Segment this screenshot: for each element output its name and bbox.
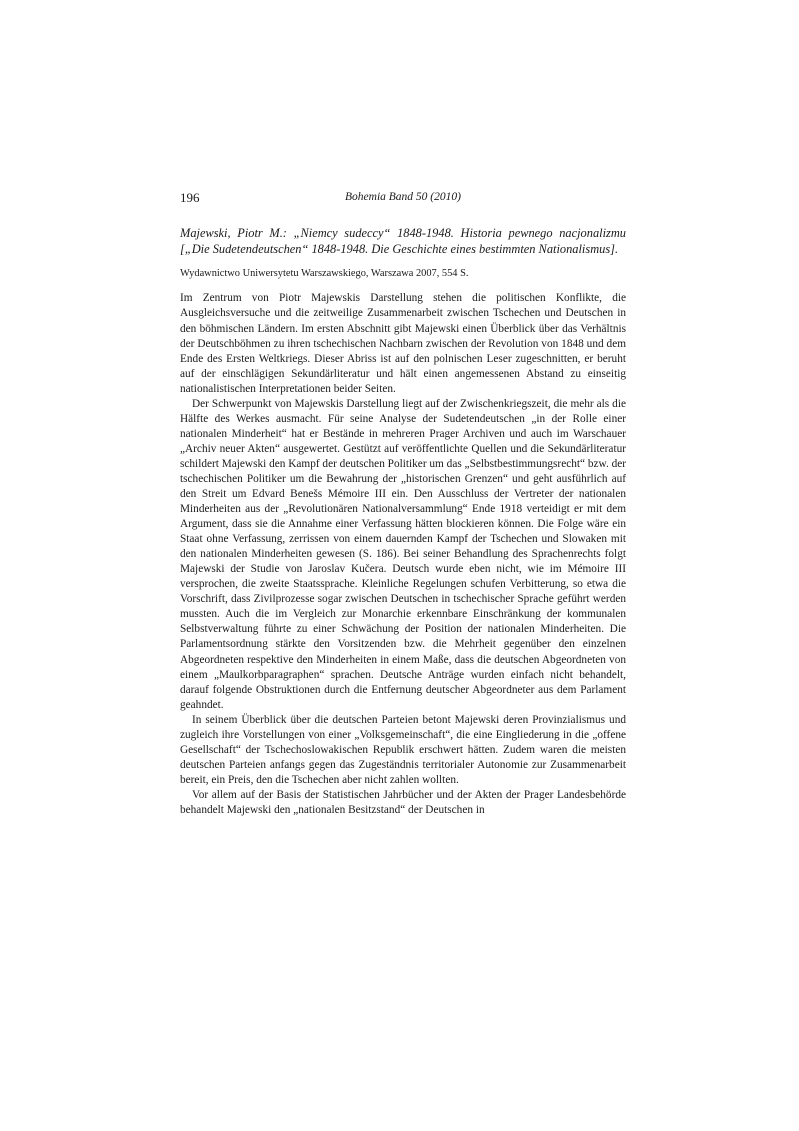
paragraph-3: In seinem Überblick über die deutschen Parteien betont Majewski deren Provinzialismus und zugleich ihre Vorstellungen von einer „Volksgemeinschaft“, die eine Eingliederung in die „offene Gesellschaft“ der Tschechoslowakischen Republik erschwert hätten. Zudem waren die meisten deutschen Parteien anfangs gegen das Zugeständnis territorialer Autonomie zur Zusammenarbeit bereit, ein Preis, den die Tschechen aber nicht zahlen wollten. — [180, 713, 626, 786]
review-title: Majewski, Piotr M.: „Niemcy sudeccy“ 1848-1948. Historia pewnego nacjonalizmu [„Die Sudetendeutschen“ 1848-1948. Die Geschichte eines bestimmten Nationalismus]. — [180, 226, 626, 257]
paragraph-1: Im Zentrum von Piotr Majewskis Darstellung stehen die politischen Konflikte, die Ausgleichsversuche und die zeitweilige Zusammenarbeit zwischen Tschechen und Deutschen in den böhmischen Ländern. Im ersten Abschnitt gibt Majewski einen Überblick über das Verhältnis der Deutschböhmen zu ihren tschechischen Nachbarn zwischen der Revolution von 1848 und dem Ende des Ersten Weltkriegs. Dieser Abriss ist auf den polnischen Leser zugeschnitten, er beruht auf der einschlägigen Sekundärliteratur und hält einen angemessenen Abstand zu einseitig nationalistischen Interpretationen beider Seiten. — [180, 292, 626, 395]
page-number: 196 — [180, 190, 200, 205]
paragraph-4: Vor allem auf der Basis der Statistischen Jahrbücher und der Akten der Prager Landesbehörde behandelt Majewski den „nationalen Besitzstand“ der Deutschen in — [180, 788, 626, 816]
publisher-line: Wydawnictwo Uniwersytetu Warszawskiego, Warszawa 2007, 554 S. — [180, 268, 469, 280]
running-head — [180, 190, 626, 212]
document-page — [180, 190, 626, 818]
paragraph-2: Der Schwerpunkt von Majewskis Darstellung liegt auf der Zwischenkriegszeit, die mehr als die Hälfte des Werkes ausmacht. Für seine Analyse der Sudetendeutschen „in der Rolle einer nationalen Minderheit“ hat er Bestände in mehreren Prager Archiven und auch im Warschauer „Archiv neuer Akten“ ausgewertet. Gestützt auf veröffentlichte Quellen und die Sekundärliteratur schildert Majewski den Kampf der deutschen Politiker um das „Selbstbestimmungsrecht“ bzw. der tschechischen Politiker um die Bewahrung der „historischen Grenzen“ und geht ausführlich auf den Streit um Edvard Benešs Mémoire III ein. Den Ausschluss der Vertreter der nationalen Minderheiten aus der „Revolutionären Nationalversammlung“ Ende 1918 verteidigt er mit dem Argument, dass sie die Annahme einer Verfassung hätten blockieren können. Die Folge wäre ein Staat ohne Verfassung, zerrissen von einem dauernden Kampf der Tschechen und Slowaken mit den nationalen Minderheiten gewesen (S. 186). Bei seiner Behandlung des Sprachenrechts folgt Majewski der Studie von Jaroslav Kučera. Deutsch wurde eben nicht, wie im Mémoire III versprochen, die zweite Staatssprache. Kleinliche Regelungen schufen Verbitterung, so etwa die Vorschrift, dass Zivilprozesse sogar zwischen Deutschen in tschechischer Sprache geführt werden mussten. Auch die im Vergleich zur Monarchie erkennbare Einschränkung der kommunalen Selbstverwaltung führte zu einer Schwächung der Position der nationalen Minderheiten. Die Parlamentsordnung stärkte den Vorsitzenden bzw. die Mehrheit gegenüber den einzelnen Abgeordneten respektive den Minderheiten in einem Maße, dass die deutschen Abgeordneten von einem „Maulkorbparagraphen“ sprachen. Deutsche Anträge wurden einfach nicht behandelt, darauf folgende Obstruktionen durch die Entfernung deutscher Abgeordneter aus dem Parlament geahndet. — [180, 397, 627, 711]
journal-title: Bohemia Band 50 (2010) — [345, 191, 461, 203]
review-body — [180, 291, 626, 818]
